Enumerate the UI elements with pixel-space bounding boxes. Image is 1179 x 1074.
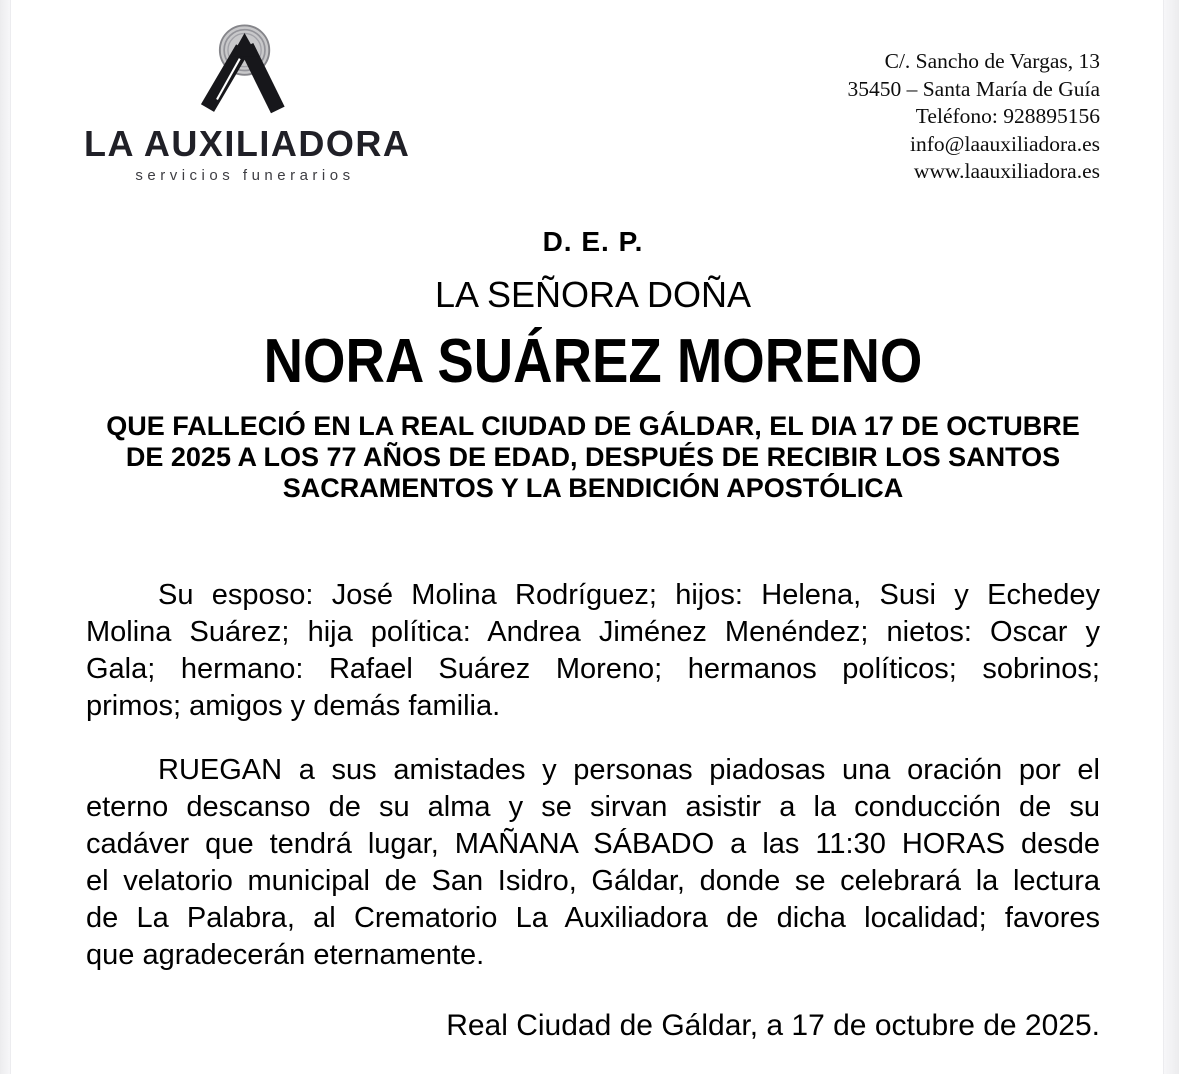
family-paragraph (86, 577, 1100, 725)
deceased-name: NORA SUÁREZ MORENO (263, 327, 923, 396)
request-line: eterno descanso de su alma y se sirvan asistir a la conducción de su (86, 791, 1100, 823)
family-line: Gala; hermano: Rafael Suárez Moreno; hermanos políticos; sobrinos; (86, 653, 1100, 685)
family-line: primos; amigos y demás familia. (86, 690, 501, 722)
dep-heading: D. E. P. (542, 226, 644, 257)
contact-phone-line: Teléfono: 928895156 (915, 104, 1100, 128)
dateline: Real Ciudad de Gáldar, a 17 de octubre de 2025. (446, 1009, 1100, 1042)
death-circumstances (86, 411, 1100, 504)
request-line: que agradecerán eternamente. (86, 939, 485, 971)
request-line: cadáver que tendrá lugar, MAÑANA SÁBADO a las 11:30 HORAS desde (86, 828, 1100, 860)
request-line: RUEGAN a sus amistades y personas piadosas una oración por el (158, 754, 1100, 786)
page-left-edge (0, 0, 11, 1074)
honorific-heading: LA SEÑORA DOÑA (434, 274, 752, 315)
request-paragraph (86, 752, 1100, 974)
page-right-edge (1163, 0, 1179, 1074)
circumstances-line: QUE FALLECIÓ EN LA REAL CIUDAD DE GÁLDAR, EL DIA 17 DE OCTUBRE (106, 411, 1080, 441)
contact-email-line: info@laauxiliadora.es (910, 131, 1100, 156)
contact-website-line: www.laauxiliadora.es (913, 159, 1100, 183)
circumstances-line: SACRAMENTOS Y LA BENDICIÓN APOSTÓLICA (282, 473, 904, 503)
brand-name: LA AUXILIADORA (84, 123, 411, 164)
brand-tagline: servicios funerarios (135, 167, 355, 184)
circumstances-line: DE 2025 A LOS 77 AÑOS DE EDAD, DESPUÉS DE RECIBIR LOS SANTOS (125, 442, 1061, 472)
request-line: de La Palabra, al Crematorio La Auxiliadora de dicha localidad; favores (86, 902, 1100, 934)
notice-content (86, 0, 1100, 1044)
request-line: el velatorio municipal de San Isidro, Gáldar, donde se celebrará la lectura (86, 865, 1100, 897)
family-line: Su esposo: José Molina Rodríguez; hijos: Helena, Susi y Echedey (158, 579, 1100, 611)
contact-address-line: C/. Sancho de Vargas, 13 (884, 49, 1100, 73)
contact-city-line: 35450 – Santa María de Guía (847, 76, 1100, 101)
family-line: Molina Suárez; hija política: Andrea Jiménez Menéndez; nietos: Oscar y (86, 616, 1100, 648)
